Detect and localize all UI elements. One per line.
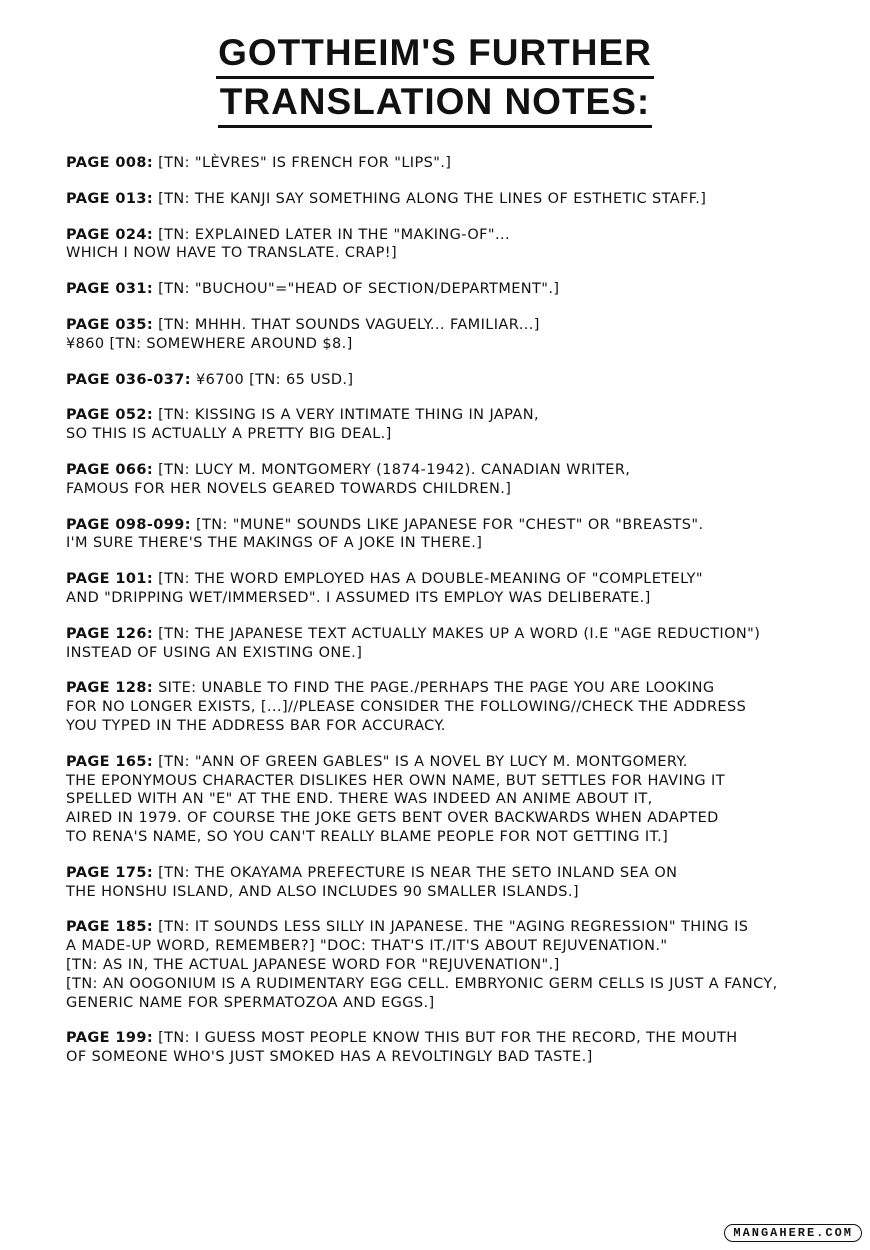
note-line — [66, 975, 856, 994]
site-watermark: MANGAHERE.COM — [724, 1224, 862, 1242]
note-line — [66, 679, 856, 698]
note-entry — [66, 753, 856, 847]
note-text: SITE: UNABLE TO FIND THE PAGE./PERHAPS THE PAGE YOU ARE LOOKING — [158, 680, 715, 697]
note-text: YOU TYPED IN THE ADDRESS BAR FOR ACCURACY. — [66, 717, 446, 734]
note-entry — [66, 371, 856, 390]
note-line — [66, 790, 856, 809]
note-page-label: PAGE 185: — [66, 919, 154, 936]
note-line — [66, 717, 856, 736]
note-text: INSTEAD OF USING AN EXISTING ONE.] — [66, 644, 363, 661]
note-line — [66, 698, 856, 717]
note-line — [66, 809, 856, 828]
note-line — [66, 461, 856, 480]
note-text: AND "DRIPPING WET/IMMERSED". I ASSUMED ITS EMPLOY WAS DELIBERATE.] — [66, 589, 651, 606]
note-text: ¥6700 [TN: 65 USD.] — [195, 371, 354, 388]
note-text: OF SOMEONE WHO'S JUST SMOKED HAS A REVOLTINGLY BAD TASTE.] — [66, 1049, 593, 1066]
note-line — [66, 570, 856, 589]
note-entry — [66, 679, 856, 735]
note-text: [TN: LUCY M. MONTGOMERY (1874-1942). CANADIAN WRITER, — [158, 461, 631, 478]
note-text: FAMOUS FOR HER NOVELS GEARED TOWARDS CHILDREN.] — [66, 480, 512, 497]
note-text: [TN: THE OKAYAMA PREFECTURE IS NEAR THE SETO INLAND SEA ON — [158, 864, 678, 881]
note-entry — [66, 226, 856, 264]
note-text: GENERIC NAME FOR SPERMATOZOA AND EGGS.] — [66, 994, 435, 1011]
note-text: [TN: IT SOUNDS LESS SILLY IN JAPANESE. THE "AGING REGRESSION" THING IS — [158, 919, 749, 936]
note-text: SO THIS IS ACTUALLY A PRETTY BIG DEAL.] — [66, 426, 392, 443]
note-text: [TN: AS IN, THE ACTUAL JAPANESE WORD FOR "REJUVENATION".] — [66, 956, 560, 973]
note-text: ¥860 [TN: SOMEWHERE AROUND $8.] — [66, 335, 353, 352]
note-text: THE EPONYMOUS CHARACTER DISLIKES HER OWN NAME, BUT SETTLES FOR HAVING IT — [66, 772, 725, 789]
note-line — [66, 335, 856, 354]
note-entry — [66, 154, 856, 173]
note-page-label: PAGE 199: — [66, 1030, 154, 1047]
note-text: I'M SURE THERE'S THE MAKINGS OF A JOKE IN THERE.] — [66, 535, 483, 552]
title-line-2: TRANSLATION NOTES: — [218, 79, 652, 128]
note-text: [TN: "MUNE" SOUNDS LIKE JAPANESE FOR "CHEST" OR "BREASTS". — [195, 516, 704, 533]
note-page-label: PAGE 098-099: — [66, 516, 191, 533]
note-line — [66, 625, 856, 644]
note-page-label: PAGE 128: — [66, 680, 154, 697]
note-text: [TN: MHHH. THAT SOUNDS VAGUELY... FAMILIAR...] — [158, 316, 540, 333]
note-line — [66, 937, 856, 956]
note-line — [66, 154, 856, 173]
note-entry — [66, 516, 856, 554]
note-text: SPELLED WITH AN "E" AT THE END. THERE WAS INDEED AN ANIME ABOUT IT, — [66, 791, 653, 808]
note-page-label: PAGE 036-037: — [66, 371, 191, 388]
note-line — [66, 772, 856, 791]
note-entry — [66, 918, 856, 1012]
note-page-label: PAGE 175: — [66, 864, 154, 881]
note-page-label: PAGE 035: — [66, 316, 154, 333]
title-line-1: GOTTHEIM'S FURTHER — [216, 30, 654, 79]
note-entry — [66, 280, 856, 299]
note-line — [66, 589, 856, 608]
note-line — [66, 644, 856, 663]
note-text: [TN: EXPLAINED LATER IN THE "MAKING-OF"... — [158, 226, 510, 243]
page-title — [0, 30, 870, 128]
note-text: FOR NO LONGER EXISTS, [...]//PLEASE CONSIDER THE FOLLOWING//CHECK THE ADDRESS — [66, 699, 747, 716]
note-text: TO RENA'S NAME, SO YOU CAN'T REALLY BLAME PEOPLE FOR NOT GETTING IT.] — [66, 828, 669, 845]
note-line — [66, 316, 856, 335]
note-line — [66, 753, 856, 772]
note-line — [66, 883, 856, 902]
note-text: [TN: THE WORD EMPLOYED HAS A DOUBLE-MEANING OF "COMPLETELY" — [158, 571, 703, 588]
note-page-label: PAGE 052: — [66, 407, 154, 424]
note-line — [66, 244, 856, 263]
note-text: THE HONSHU ISLAND, AND ALSO INCLUDES 90 SMALLER ISLANDS.] — [66, 883, 579, 900]
note-entry — [66, 1029, 856, 1067]
note-line — [66, 226, 856, 245]
note-line — [66, 864, 856, 883]
note-entry — [66, 625, 856, 663]
note-text: [TN: KISSING IS A VERY INTIMATE THING IN JAPAN, — [158, 407, 539, 424]
note-line — [66, 480, 856, 499]
note-line — [66, 534, 856, 553]
note-line — [66, 1048, 856, 1067]
note-page-label: PAGE 031: — [66, 281, 154, 298]
note-line — [66, 516, 856, 535]
note-page-label: PAGE 013: — [66, 190, 154, 207]
note-line — [66, 956, 856, 975]
note-page-label: PAGE 165: — [66, 753, 154, 770]
note-line — [66, 918, 856, 937]
note-line — [66, 371, 856, 390]
note-page-label: PAGE 066: — [66, 461, 154, 478]
note-line — [66, 280, 856, 299]
note-entry — [66, 461, 856, 499]
note-text: [TN: I GUESS MOST PEOPLE KNOW THIS BUT FOR THE RECORD, THE MOUTH — [158, 1030, 738, 1047]
translation-notes-list — [66, 154, 856, 1084]
note-page-label: PAGE 101: — [66, 571, 154, 588]
note-text: AIRED IN 1979. OF COURSE THE JOKE GETS BENT OVER BACKWARDS WHEN ADAPTED — [66, 810, 719, 827]
note-entry — [66, 570, 856, 608]
note-text: [TN: "LÈVRES" IS FRENCH FOR "LIPS".] — [158, 155, 452, 171]
note-text: [TN: "ANN OF GREEN GABLES" IS A NOVEL BY LUCY M. MONTGOMERY. — [158, 753, 688, 770]
note-line — [66, 406, 856, 425]
note-text: WHICH I NOW HAVE TO TRANSLATE. CRAP!] — [66, 245, 398, 262]
note-text: [TN: THE KANJI SAY SOMETHING ALONG THE LINES OF ESTHETIC STAFF.] — [158, 190, 707, 207]
note-text: [TN: AN OOGONIUM IS A RUDIMENTARY EGG CELL. EMBRYONIC GERM CELLS IS JUST A FANCY, — [66, 975, 778, 992]
note-page-label: PAGE 008: — [66, 155, 154, 171]
note-text: [TN: "BUCHOU"="HEAD OF SECTION/DEPARTMENT".] — [158, 281, 560, 298]
note-entry — [66, 190, 856, 209]
note-text: A MADE-UP WORD, REMEMBER?] "DOC: THAT'S IT./IT'S ABOUT REJUVENATION." — [66, 938, 668, 955]
note-entry — [66, 864, 856, 902]
note-line — [66, 425, 856, 444]
note-page-label: PAGE 024: — [66, 226, 154, 243]
note-line — [66, 828, 856, 847]
note-line — [66, 994, 856, 1013]
note-line — [66, 1029, 856, 1048]
note-text: [TN: THE JAPANESE TEXT ACTUALLY MAKES UP A WORD (I.E "AGE REDUCTION") — [158, 625, 761, 642]
note-entry — [66, 316, 856, 354]
note-line — [66, 190, 856, 209]
note-page-label: PAGE 126: — [66, 625, 154, 642]
note-entry — [66, 406, 856, 444]
